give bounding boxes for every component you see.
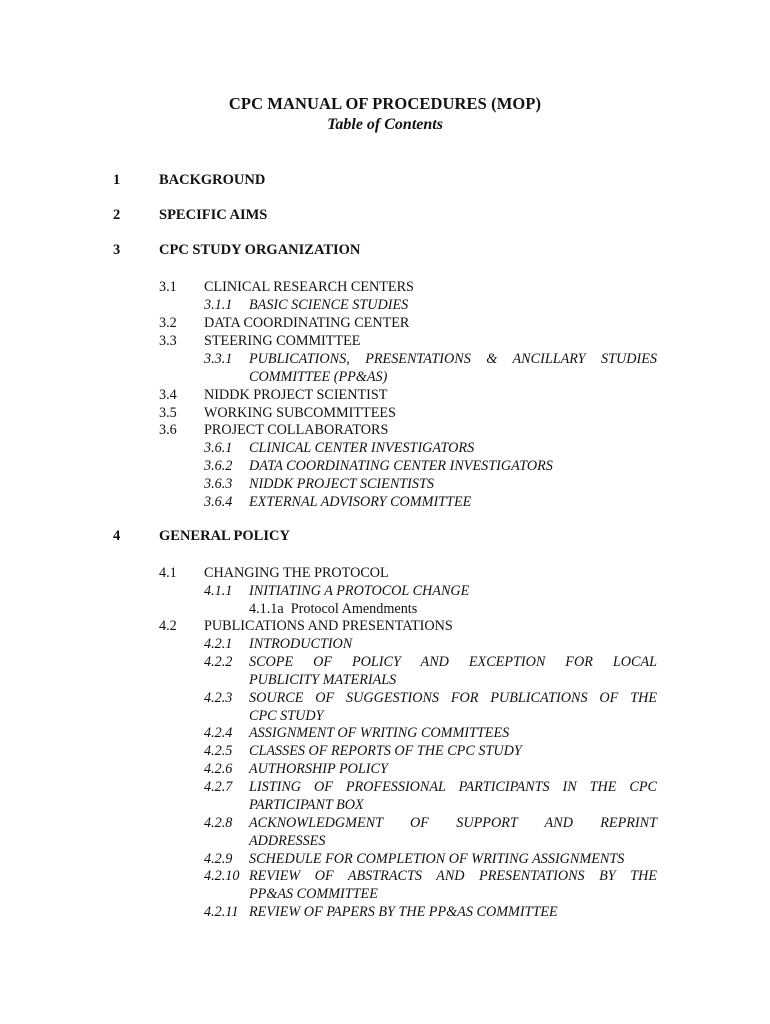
toc-number: 4.2 bbox=[159, 618, 177, 634]
toc-entry-3-1 bbox=[0, 278, 770, 296]
toc-title: ASSIGNMENT OF WRITING COMMITTEES bbox=[249, 725, 510, 741]
toc-title: LISTING OF PROFESSIONAL PARTICIPANTS IN THE CPC bbox=[249, 779, 657, 795]
toc-number: 3.1 bbox=[159, 279, 177, 295]
toc-entry-4-2-9 bbox=[0, 850, 770, 868]
toc-title: SPECIFIC AIMS bbox=[159, 207, 268, 223]
toc-number: 4.2.3 bbox=[204, 690, 233, 706]
toc-title: AUTHORSHIP POLICY bbox=[249, 761, 388, 777]
toc-title-continuation: COMMITTEE (PP&AS) bbox=[249, 369, 388, 385]
toc-number: 3.6.4 bbox=[204, 494, 233, 510]
toc-entry-4-1 bbox=[0, 564, 770, 582]
toc-number: 1 bbox=[113, 172, 121, 188]
toc-entry-4-2-7-continuation bbox=[0, 796, 770, 814]
toc-title: CPC STUDY ORGANIZATION bbox=[159, 242, 361, 258]
document-subtitle: Table of Contents bbox=[327, 116, 443, 133]
toc-entry-4-2-3 bbox=[0, 689, 770, 707]
toc-title: BACKGROUND bbox=[159, 172, 266, 188]
toc-entry-4-2-10-continuation bbox=[0, 885, 770, 903]
toc-title: INITIATING A PROTOCOL CHANGE bbox=[249, 583, 470, 599]
toc-entry-3-6-4 bbox=[0, 493, 770, 511]
toc-number: 3.6 bbox=[159, 422, 177, 438]
toc-title: CHANGING THE PROTOCOL bbox=[204, 565, 389, 581]
toc-entry-4-2-2 bbox=[0, 653, 770, 671]
toc-entry-4-2-7 bbox=[0, 778, 770, 796]
toc-title: SOURCE OF SUGGESTIONS FOR PUBLICATIONS OF THE bbox=[249, 690, 657, 706]
toc-number: 3 bbox=[113, 242, 121, 258]
toc-entry-4-2-4 bbox=[0, 724, 770, 742]
toc-title-continuation: PP&AS COMMITTEE bbox=[249, 886, 378, 902]
toc-section-1 bbox=[0, 172, 770, 192]
toc-title-continuation: PUBLICITY MATERIALS bbox=[249, 672, 397, 688]
toc-title: CLASSES OF REPORTS OF THE CPC STUDY bbox=[249, 743, 522, 759]
toc-number: 3.5 bbox=[159, 405, 177, 421]
toc-title: GENERAL POLICY bbox=[159, 528, 290, 544]
toc-entry-4-2-11 bbox=[0, 903, 770, 921]
toc-number: 4.2.9 bbox=[204, 851, 233, 867]
toc-title: PROJECT COLLABORATORS bbox=[204, 422, 389, 438]
toc-number: 4.2.10 bbox=[204, 868, 240, 884]
toc-section-2 bbox=[0, 207, 770, 227]
toc-title: DATA COORDINATING CENTER bbox=[204, 315, 410, 331]
toc-number: 4.2.7 bbox=[204, 779, 233, 795]
toc-title: CLINICAL CENTER INVESTIGATORS bbox=[249, 440, 475, 456]
toc-title-continuation: ADDRESSES bbox=[249, 833, 326, 849]
document-title: CPC MANUAL OF PROCEDURES (MOP) bbox=[228, 94, 542, 113]
toc-title-continuation: PARTICIPANT BOX bbox=[249, 797, 364, 813]
toc-entry-3-1-1 bbox=[0, 296, 770, 314]
toc-number: 3.1.1 bbox=[204, 297, 233, 313]
toc-title: SCHEDULE FOR COMPLETION OF WRITING ASSIGNMENTS bbox=[249, 851, 625, 867]
toc-entry-4-2 bbox=[0, 617, 770, 635]
toc-entry-4-2-5 bbox=[0, 742, 770, 760]
toc-entry-3-3-1 bbox=[0, 350, 770, 368]
toc-number: 4.2.5 bbox=[204, 743, 233, 759]
toc-number: 3.4 bbox=[159, 387, 177, 403]
toc-entry-4-2-10 bbox=[0, 867, 770, 885]
toc-number: 4.2.4 bbox=[204, 725, 233, 741]
toc-title: SCOPE OF POLICY AND EXCEPTION FOR LOCAL bbox=[249, 654, 657, 670]
toc-entry-3-6-1 bbox=[0, 439, 770, 457]
toc-number: 4.1.1 bbox=[204, 583, 233, 599]
toc-entry-4-2-3-continuation bbox=[0, 707, 770, 725]
toc-entry-3-3-1-continuation bbox=[0, 368, 770, 386]
toc-number: 4.2.11 bbox=[204, 904, 239, 920]
toc-entry-3-6-2 bbox=[0, 457, 770, 475]
toc-title: INTRODUCTION bbox=[249, 636, 353, 652]
toc-section-3 bbox=[0, 242, 770, 262]
toc-title: PUBLICATIONS AND PRESENTATIONS bbox=[204, 618, 453, 634]
toc-number: 3.6.1 bbox=[204, 440, 233, 456]
toc-section-4 bbox=[0, 528, 770, 548]
toc-title: EXTERNAL ADVISORY COMMITTEE bbox=[249, 494, 472, 510]
toc-title: NIDDK PROJECT SCIENTISTS bbox=[249, 476, 434, 492]
toc-entry-4-2-6 bbox=[0, 760, 770, 778]
toc-entry-3-4 bbox=[0, 386, 770, 404]
toc-number: 4.1 bbox=[159, 565, 177, 581]
toc-entry-4-1-1a bbox=[0, 600, 770, 618]
toc-title: WORKING SUBCOMMITTEES bbox=[204, 405, 396, 421]
toc-entry-4-2-8 bbox=[0, 814, 770, 832]
toc-title: DATA COORDINATING CENTER INVESTIGATORS bbox=[249, 458, 553, 474]
toc-entry-3-3 bbox=[0, 332, 770, 350]
toc-number: 4.2.8 bbox=[204, 815, 233, 831]
toc-title: NIDDK PROJECT SCIENTIST bbox=[204, 387, 388, 403]
toc-entry-3-2 bbox=[0, 314, 770, 332]
toc-title: STEERING COMMITTEE bbox=[204, 333, 361, 349]
toc-number: 4 bbox=[113, 528, 121, 544]
toc-entry-4-1-1 bbox=[0, 582, 770, 600]
toc-title: CLINICAL RESEARCH CENTERS bbox=[204, 279, 414, 295]
toc-title: REVIEW OF ABSTRACTS AND PRESENTATIONS BY THE bbox=[249, 868, 657, 884]
toc-title-continuation: CPC STUDY bbox=[249, 708, 324, 724]
toc-number: 4.2.2 bbox=[204, 654, 233, 670]
toc-number: 3.6.2 bbox=[204, 458, 233, 474]
toc-number: 3.2 bbox=[159, 315, 177, 331]
toc-title: PUBLICATIONS, PRESENTATIONS & ANCILLARY STUDIES bbox=[249, 351, 657, 367]
toc-number: 4.2.6 bbox=[204, 761, 233, 777]
toc-number: 3.3 bbox=[159, 333, 177, 349]
toc-number: 3.3.1 bbox=[204, 351, 233, 367]
toc-title: BASIC SCIENCE STUDIES bbox=[249, 297, 409, 313]
toc-number: 4.2.1 bbox=[204, 636, 233, 652]
toc-title: ACKNOWLEDGMENT OF SUPPORT AND REPRINT bbox=[249, 815, 657, 831]
toc-title: 4.1.1a Protocol Amendments bbox=[249, 601, 418, 617]
toc-entry-3-5 bbox=[0, 404, 770, 422]
toc-entry-3-6 bbox=[0, 421, 770, 439]
toc-number: 3.6.3 bbox=[204, 476, 233, 492]
toc-entry-4-2-8-continuation bbox=[0, 832, 770, 850]
toc-entry-3-6-3 bbox=[0, 475, 770, 493]
toc-entry-4-2-2-continuation bbox=[0, 671, 770, 689]
toc-entry-4-2-1 bbox=[0, 635, 770, 653]
toc-title: REVIEW OF PAPERS BY THE PP&AS COMMITTEE bbox=[249, 904, 558, 920]
toc-number: 2 bbox=[113, 207, 121, 223]
